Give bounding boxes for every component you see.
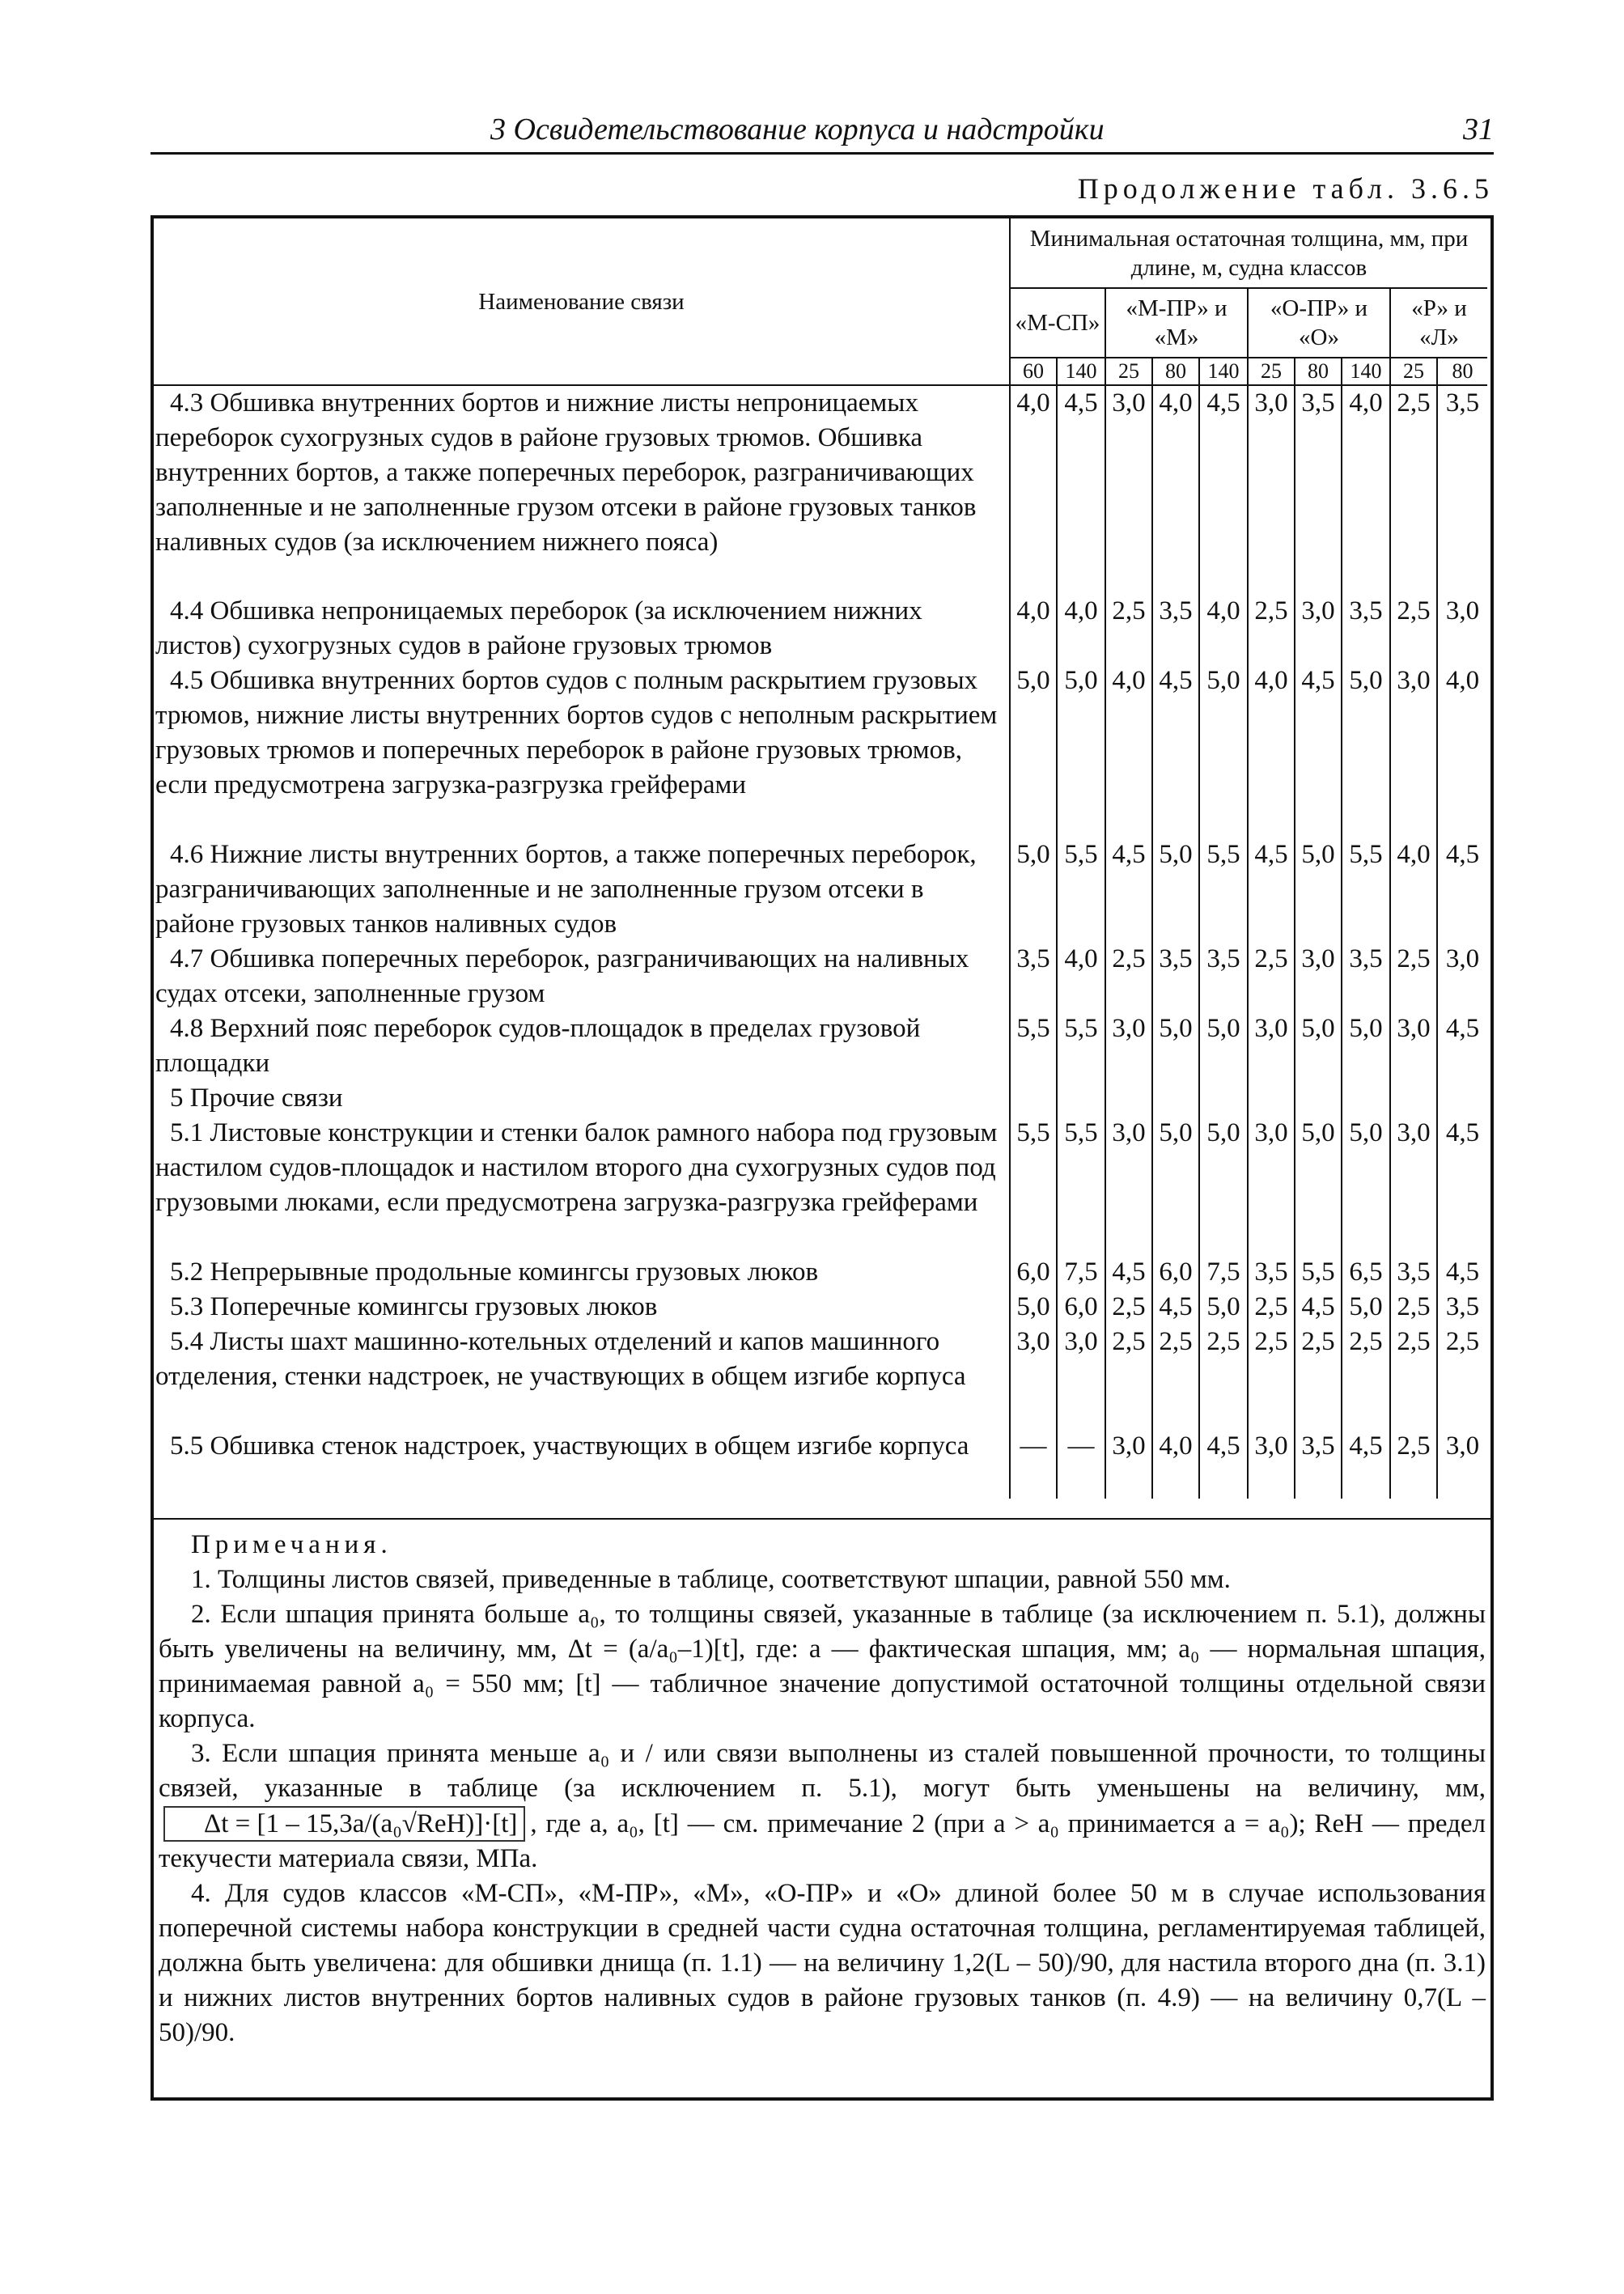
row-name: 5.5 Обшивка стенок надстроек, участвующих в общем изгибе корпуса bbox=[170, 1431, 969, 1461]
page-header bbox=[151, 112, 1494, 155]
thickness-value: — bbox=[1057, 1429, 1105, 1499]
thickness-value: 5,5 bbox=[1057, 1011, 1105, 1081]
thickness-value: 2,5 bbox=[1105, 1290, 1152, 1325]
thickness-value: 5,5 bbox=[1057, 1116, 1105, 1255]
thickness-value: 5,0 bbox=[1010, 1290, 1057, 1325]
thickness-value: 4,0 bbox=[1248, 664, 1295, 837]
thickness-value: 2,5 bbox=[1390, 594, 1437, 664]
thickness-value: 5,0 bbox=[1010, 664, 1057, 837]
thickness-value: 3,5 bbox=[1390, 1255, 1437, 1290]
thickness-value: 5,0 bbox=[1342, 1011, 1390, 1081]
thickness-value: 5,0 bbox=[1295, 1011, 1342, 1081]
thickness-value: 5,0 bbox=[1199, 1011, 1248, 1081]
thickness-value: 2,5 bbox=[1248, 594, 1295, 664]
thickness-value: 5,0 bbox=[1342, 1290, 1390, 1325]
thickness-value: 2,5 bbox=[1390, 1325, 1437, 1429]
thickness-value: 3,5 bbox=[1342, 942, 1390, 1011]
thickness-value: 5,5 bbox=[1295, 1255, 1342, 1290]
length-header: 60 bbox=[1010, 358, 1057, 385]
thickness-value: 2,5 bbox=[1342, 1325, 1390, 1429]
thickness-value: 3,0 bbox=[1390, 1116, 1437, 1255]
thickness-value: 3,5 bbox=[1010, 942, 1057, 1011]
thickness-value: 4,5 bbox=[1437, 1116, 1487, 1255]
thickness-value: 2,5 bbox=[1199, 1325, 1248, 1429]
length-header: 80 bbox=[1295, 358, 1342, 385]
thickness-value: 2,5 bbox=[1390, 385, 1437, 594]
thickness-value: 5,0 bbox=[1152, 1116, 1199, 1255]
thickness-value: 4,5 bbox=[1057, 385, 1105, 594]
thickness-value: 4,5 bbox=[1437, 1255, 1487, 1290]
table-row bbox=[154, 1290, 1487, 1325]
length-header: 140 bbox=[1342, 358, 1390, 385]
row-name: 4.4 Обшивка непроницаемых переборок (за исключением нижних листов) сухогрузных судов в районе грузовых трюмов bbox=[155, 596, 922, 660]
thickness-value: 3,0 bbox=[1105, 385, 1152, 594]
length-header: 140 bbox=[1199, 358, 1248, 385]
length-header: 80 bbox=[1437, 358, 1487, 385]
table-caption: Продолжение табл. 3.6.5 bbox=[1077, 172, 1494, 205]
thickness-value: 5,5 bbox=[1199, 837, 1248, 942]
thickness-value: 4,0 bbox=[1342, 385, 1390, 594]
thickness-value: 4,0 bbox=[1390, 837, 1437, 942]
length-header: 80 bbox=[1152, 358, 1199, 385]
note-2: 2. Если шпация принята больше a₀, то толщины связей, указанные в таблице (за исключением п. 5.1), должны быть увеличены на величину, мм, Δt = (a/a₀–1)[t], где: a — фактическая шпация, мм; a₀ — нормальная шпация, принимаемая равной a₀ = 550 мм; [t] — табличное значение допустимой остаточной толщины отдельной связи корпуса. bbox=[159, 1600, 1486, 1733]
note-3 bbox=[159, 1736, 1486, 1876]
thickness-value: 2,5 bbox=[1105, 942, 1152, 1011]
thickness-value: 4,0 bbox=[1152, 1429, 1199, 1499]
thickness-value: 2,5 bbox=[1437, 1325, 1487, 1429]
thickness-value: 4,5 bbox=[1105, 1255, 1152, 1290]
thickness-value: 2,5 bbox=[1248, 1325, 1295, 1429]
thickness-value: 3,0 bbox=[1437, 942, 1487, 1011]
notes-block bbox=[154, 1518, 1490, 2050]
column-header-group: Минимальная остаточная толщина, мм, при длине, м, судна классов bbox=[1010, 218, 1487, 288]
thickness-value: 4,5 bbox=[1248, 837, 1295, 942]
length-header: 25 bbox=[1248, 358, 1295, 385]
length-header: 140 bbox=[1057, 358, 1105, 385]
thickness-value: 3,5 bbox=[1437, 1290, 1487, 1325]
thickness-value: 5,0 bbox=[1057, 664, 1105, 837]
thickness-value: 3,0 bbox=[1390, 1011, 1437, 1081]
table-row bbox=[154, 1255, 1487, 1290]
thickness-value: 4,0 bbox=[1057, 594, 1105, 664]
thickness-value: 5,0 bbox=[1295, 837, 1342, 942]
thickness-value: 4,0 bbox=[1105, 664, 1152, 837]
row-name: 5.2 Непрерывные продольные комингсы грузовых люков bbox=[170, 1257, 819, 1287]
thickness-value bbox=[1342, 1081, 1390, 1116]
thickness-value: 3,0 bbox=[1105, 1011, 1152, 1081]
thickness-value: 5,0 bbox=[1295, 1116, 1342, 1255]
thickness-value: 4,0 bbox=[1199, 594, 1248, 664]
thickness-value: 3,0 bbox=[1248, 1429, 1295, 1499]
thickness-value: 4,0 bbox=[1010, 594, 1057, 664]
note-3-formula: Δt = [1 – 15,3a/(a₀√ReH)]·[t] bbox=[163, 1806, 525, 1842]
thickness-value: 2,5 bbox=[1248, 942, 1295, 1011]
thickness-value: 4,5 bbox=[1295, 1290, 1342, 1325]
note-3-text-a: 3. Если шпация принята меньше a₀ и / или связи выполнены из сталей повышенной прочности, то толщины связей, указанные в таблице (за исключением п. 5.1), могут быть уменьшены на величину, мм, bbox=[159, 1739, 1486, 1803]
thickness-value: 3,0 bbox=[1105, 1429, 1152, 1499]
thickness-value bbox=[1437, 1081, 1487, 1116]
row-name: 5 Прочие связи bbox=[170, 1083, 343, 1113]
table-row bbox=[154, 837, 1487, 942]
thickness-value bbox=[1105, 1081, 1152, 1116]
thickness-value: 3,5 bbox=[1152, 594, 1199, 664]
class-header: «О-ПР» и «О» bbox=[1248, 288, 1390, 358]
thickness-value: 2,5 bbox=[1390, 1429, 1437, 1499]
thickness-value: 2,5 bbox=[1390, 942, 1437, 1011]
note-1: 1. Толщины листов связей, приведенные в таблице, соответствуют шпации, равной 550 мм. bbox=[191, 1565, 1231, 1594]
thickness-value bbox=[1248, 1081, 1295, 1116]
thickness-value: 6,0 bbox=[1152, 1255, 1199, 1290]
thickness-value: 4,5 bbox=[1342, 1429, 1390, 1499]
thickness-value: 2,5 bbox=[1390, 1290, 1437, 1325]
running-title: 3 Освидетельствование корпуса и надстройки bbox=[490, 112, 1105, 146]
thickness-value: 5,5 bbox=[1057, 837, 1105, 942]
page-number: 31 bbox=[1463, 112, 1494, 146]
thickness-value: 6,0 bbox=[1010, 1255, 1057, 1290]
thickness-value: 4,5 bbox=[1437, 1011, 1487, 1081]
thickness-value: 3,0 bbox=[1437, 594, 1487, 664]
thickness-value: 3,0 bbox=[1248, 1116, 1295, 1255]
thickness-value: 4,5 bbox=[1152, 664, 1199, 837]
row-name: 5.1 Листовые конструкции и стенки балок рамного набора под грузовым настилом судов-площадок и настилом второго дна сухогрузных судов под грузовыми люками, если предусмотрена загрузка-разгрузка грейферами bbox=[155, 1118, 998, 1217]
thickness-value: 3,0 bbox=[1010, 1325, 1057, 1429]
thickness-value: 2,5 bbox=[1105, 594, 1152, 664]
thickness-value: 2,5 bbox=[1295, 1325, 1342, 1429]
thickness-value bbox=[1152, 1081, 1199, 1116]
length-header: 25 bbox=[1105, 358, 1152, 385]
table-body bbox=[154, 385, 1487, 1499]
table-row bbox=[154, 1116, 1487, 1255]
thickness-value: 4,5 bbox=[1295, 664, 1342, 837]
thickness-value: 5,0 bbox=[1152, 837, 1199, 942]
thickness-value: 4,5 bbox=[1105, 837, 1152, 942]
thickness-value: 6,5 bbox=[1342, 1255, 1390, 1290]
thickness-value: 5,5 bbox=[1010, 1011, 1057, 1081]
thickness-value: 3,5 bbox=[1295, 1429, 1342, 1499]
class-header: «Р» и «Л» bbox=[1390, 288, 1487, 358]
thickness-value: 3,5 bbox=[1437, 385, 1487, 594]
thickness-value: 4,5 bbox=[1199, 1429, 1248, 1499]
thickness-value: 4,5 bbox=[1199, 385, 1248, 594]
thickness-value: 3,0 bbox=[1057, 1325, 1105, 1429]
thickness-value: 3,0 bbox=[1248, 385, 1295, 594]
thickness-value: 5,0 bbox=[1342, 664, 1390, 837]
row-name: 4.3 Обшивка внутренних бортов и нижние листы непроницаемых переборок сухогрузных судов в районе грузовых трюмов. Обшивка внутренних бортов, а также поперечных переборок, разграничивающих заполненные и не заполненные грузом отсеки в районе грузовых танков наливных судов (за исключением нижнего пояса) bbox=[155, 388, 977, 557]
notes-heading: Примечания. bbox=[191, 1530, 392, 1559]
row-name: 4.7 Обшивка поперечных переборок, разграничивающих на наливных судах отсеки, заполненные грузом bbox=[155, 944, 969, 1008]
column-header-name: Наименование связи bbox=[154, 218, 1010, 385]
note-3-text-b: , где a, a₀, [t] — см. примечание 2 (при a > a₀ принимается a = a₀); ReH — предел текучести материала связи, МПа. bbox=[159, 1809, 1486, 1873]
table-row bbox=[154, 1325, 1487, 1429]
thickness-value: 5,0 bbox=[1199, 664, 1248, 837]
thickness-value: 5,0 bbox=[1152, 1011, 1199, 1081]
class-header: «М-СП» bbox=[1010, 288, 1105, 358]
thickness-value: 3,5 bbox=[1342, 594, 1390, 664]
table-row bbox=[154, 942, 1487, 1011]
row-name: 4.5 Обшивка внутренних бортов судов с полным раскрытием грузовых трюмов, нижние листы внутренних бортов судов с неполным раскрытием грузовых трюмов и поперечных переборок в районе грузовых трюмов, если предусмотрена загрузка-разгрузка грейферами bbox=[155, 666, 998, 799]
thickness-value: 3,0 bbox=[1437, 1429, 1487, 1499]
thickness-value: 3,5 bbox=[1199, 942, 1248, 1011]
table-row bbox=[154, 664, 1487, 837]
thickness-value: 7,5 bbox=[1057, 1255, 1105, 1290]
thickness-value: 4,5 bbox=[1152, 1290, 1199, 1325]
thickness-value: 3,0 bbox=[1248, 1011, 1295, 1081]
thickness-value: 3,5 bbox=[1152, 942, 1199, 1011]
thickness-value bbox=[1010, 1081, 1057, 1116]
thickness-value: 5,0 bbox=[1010, 837, 1057, 942]
row-name: 5.4 Листы шахт машинно-котельных отделений и капов машинного отделения, стенки надстроек, не участвующих в общем изгибе корпуса bbox=[155, 1327, 966, 1391]
row-name: 4.6 Нижние листы внутренних бортов, а также поперечных переборок, разграничивающих заполненные и не заполненные грузом отсеки в районе грузовых танков наливных судов bbox=[155, 840, 977, 939]
thickness-value: 2,5 bbox=[1248, 1290, 1295, 1325]
thickness-value: 4,0 bbox=[1057, 942, 1105, 1011]
thickness-value: 3,0 bbox=[1105, 1116, 1152, 1255]
thickness-value: 4,0 bbox=[1437, 664, 1487, 837]
thickness-value: 3,0 bbox=[1295, 594, 1342, 664]
table-row bbox=[154, 1081, 1487, 1116]
thickness-value: 5,0 bbox=[1342, 1116, 1390, 1255]
thickness-value: 3,0 bbox=[1390, 664, 1437, 837]
thickness-value: 4,5 bbox=[1437, 837, 1487, 942]
length-header: 25 bbox=[1390, 358, 1437, 385]
thickness-value: — bbox=[1010, 1429, 1057, 1499]
thickness-table bbox=[154, 218, 1487, 1499]
thickness-value: 3,0 bbox=[1295, 942, 1342, 1011]
thickness-value: 5,0 bbox=[1199, 1116, 1248, 1255]
thickness-value bbox=[1199, 1081, 1248, 1116]
table-row bbox=[154, 1011, 1487, 1081]
thickness-value bbox=[1057, 1081, 1105, 1116]
thickness-value: 2,5 bbox=[1105, 1325, 1152, 1429]
class-header: «М-ПР» и «М» bbox=[1105, 288, 1248, 358]
note-4: 4. Для судов классов «М-СП», «М-ПР», «М», «О-ПР» и «О» длиной более 50 м в случае использования поперечной системы набора конструкции в средней части судна остаточная толщина, регламентируемая таблицей, должна быть увеличена: для обшивки днища (п. 1.1) — на величину 1,2(L – 50)/90, для настила второго дна (п. 3.1) и нижних листов внутренних бортов наливных судов в районе грузовых танков (п. 4.9) — на величину 0,7(L – 50)/90. bbox=[159, 1879, 1486, 2047]
thickness-value: 6,0 bbox=[1057, 1290, 1105, 1325]
row-name: 5.3 Поперечные комингсы грузовых люков bbox=[170, 1292, 658, 1321]
table-row bbox=[154, 385, 1487, 594]
thickness-value bbox=[1390, 1081, 1437, 1116]
thickness-value: 4,0 bbox=[1152, 385, 1199, 594]
thickness-value: 4,0 bbox=[1010, 385, 1057, 594]
table-frame bbox=[151, 215, 1494, 2101]
thickness-value: 5,5 bbox=[1010, 1116, 1057, 1255]
table-row bbox=[154, 594, 1487, 664]
thickness-value: 5,0 bbox=[1199, 1290, 1248, 1325]
thickness-value: 2,5 bbox=[1152, 1325, 1199, 1429]
thickness-value: 3,5 bbox=[1248, 1255, 1295, 1290]
table-row bbox=[154, 1429, 1487, 1499]
thickness-value: 5,5 bbox=[1342, 837, 1390, 942]
thickness-value: 7,5 bbox=[1199, 1255, 1248, 1290]
thickness-value bbox=[1295, 1081, 1342, 1116]
row-name: 4.8 Верхний пояс переборок судов-площадок в пределах грузовой площадки bbox=[155, 1014, 921, 1078]
thickness-value: 3,5 bbox=[1295, 385, 1342, 594]
